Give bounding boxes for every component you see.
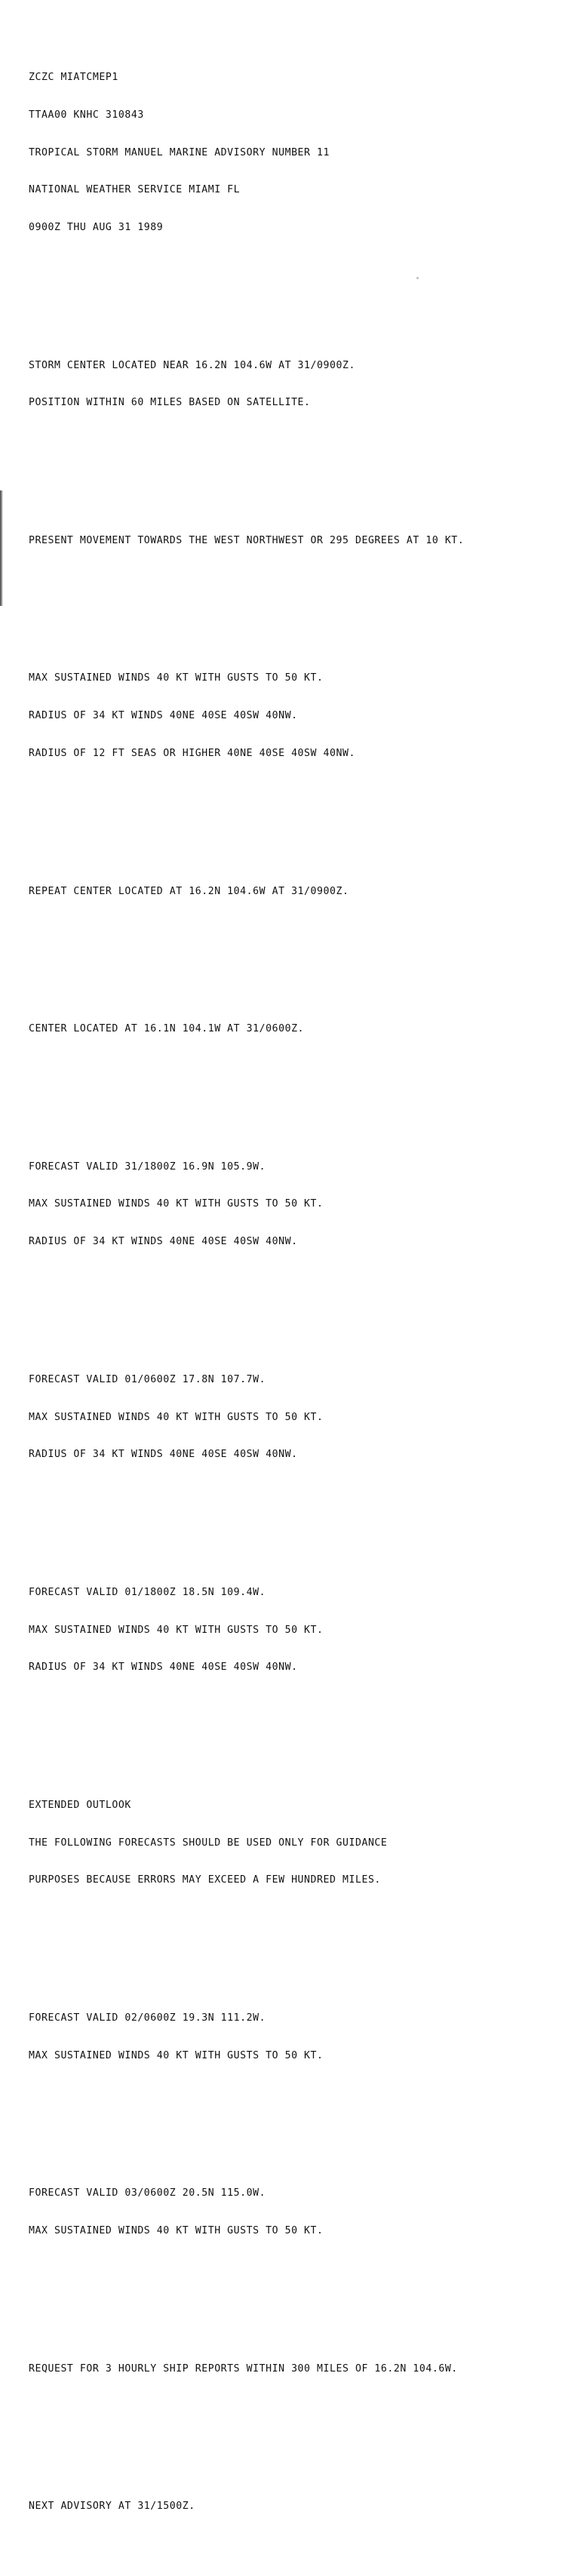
forecast-line: MAX SUSTAINED WINDS 40 KT WITH GUSTS TO 50 KT. xyxy=(29,1624,324,1636)
forecast-line: FORECAST VALID 01/0600Z 17.8N 107.7W. xyxy=(29,1373,266,1385)
forecast-block-3 xyxy=(29,1562,464,1700)
forecast-block-2 xyxy=(29,1349,464,1487)
spacer xyxy=(29,1299,464,1311)
winds-line: RADIUS OF 34 KT WINDS 40NE 40SE 40SW 40NW. xyxy=(29,710,298,722)
next-advisory-block xyxy=(29,2476,464,2538)
forecast-line: FORECAST VALID 03/0600Z 20.5N 115.0W. xyxy=(29,2187,266,2199)
spacer xyxy=(29,1511,464,1524)
forecast-line: FORECAST VALID 02/0600Z 19.3N 111.2W. xyxy=(29,2012,266,2024)
forecast-block-1 xyxy=(29,1136,464,1274)
spacer xyxy=(29,948,464,961)
movement-line: PRESENT MOVEMENT TOWARDS THE WEST NORTHWEST OR 295 DEGREES AT 10 KT. xyxy=(29,534,465,546)
spacer xyxy=(29,810,464,823)
previous-center-block xyxy=(29,998,464,1061)
winds-block xyxy=(29,647,464,785)
spacer xyxy=(29,1086,464,1099)
header-line: ZCZC MIATCMEP1 xyxy=(29,71,118,83)
spacer xyxy=(29,2113,464,2126)
extended-outlook-line: THE FOLLOWING FORECASTS SHOULD BE USED ONLY FOR GUIDANCE xyxy=(29,1837,388,1849)
storm-center-line: POSITION WITHIN 60 MILES BASED ON SATELLITE. xyxy=(29,397,311,409)
spacer xyxy=(29,2288,464,2301)
header-block xyxy=(29,47,464,260)
ship-request-line: REQUEST FOR 3 HOURLY SHIP REPORTS WITHIN 300 MILES OF 16.2N 104.6W. xyxy=(29,2362,458,2375)
forecast-line: MAX SUSTAINED WINDS 40 KT WITH GUSTS TO 50 KT. xyxy=(29,2225,324,2237)
spacer xyxy=(29,2426,464,2439)
forecast-line: MAX SUSTAINED WINDS 40 KT WITH GUSTS TO 50 KT. xyxy=(29,2049,324,2061)
extended-outlook-block xyxy=(29,1775,464,1913)
previous-center-line: CENTER LOCATED AT 16.1N 104.1W AT 31/0600Z. xyxy=(29,1023,305,1035)
winds-line: MAX SUSTAINED WINDS 40 KT WITH GUSTS TO 50 KT. xyxy=(29,672,324,684)
header-line: TROPICAL STORM MANUEL MARINE ADVISORY NUMBER 11 xyxy=(29,146,330,158)
spacer xyxy=(29,598,464,610)
spacer xyxy=(29,1724,464,1737)
winds-line: RADIUS OF 12 FT SEAS OR HIGHER 40NE 40SE 40SW 40NW. xyxy=(29,748,355,760)
spacer xyxy=(29,284,464,297)
extended-outlook-line: PURPOSES BECAUSE ERRORS MAY EXCEED A FEW HUNDRED MILES. xyxy=(29,1874,381,1886)
forecast-line: RADIUS OF 34 KT WINDS 40NE 40SE 40SW 40NW. xyxy=(29,1449,298,1461)
movement-block xyxy=(29,510,464,573)
forecast-block-4 xyxy=(29,1987,464,2088)
forecast-line: MAX SUSTAINED WINDS 40 KT WITH GUSTS TO 50 KT. xyxy=(29,1411,324,1423)
advisory-text xyxy=(29,9,464,2576)
scan-edge-shadow xyxy=(0,490,3,606)
extended-outlook-line: EXTENDED OUTLOOK xyxy=(29,1799,131,1811)
forecast-line: RADIUS OF 34 KT WINDS 40NE 40SE 40SW 40NW. xyxy=(29,1236,298,1248)
storm-center-block xyxy=(29,334,464,435)
spacer xyxy=(29,460,464,472)
header-line: TTAA00 KNHC 310843 xyxy=(29,109,144,121)
forecast-line: FORECAST VALID 01/1800Z 18.5N 109.4W. xyxy=(29,1586,266,1598)
forecast-line: RADIUS OF 34 KT WINDS 40NE 40SE 40SW 40NW. xyxy=(29,1661,298,1674)
ship-request-block xyxy=(29,2338,464,2400)
repeat-center-line: REPEAT CENTER LOCATED AT 16.2N 104.6W AT 31/0900Z. xyxy=(29,885,349,897)
forecast-line: MAX SUSTAINED WINDS 40 KT WITH GUSTS TO 50 KT. xyxy=(29,1198,324,1210)
header-line: NATIONAL WEATHER SERVICE MIAMI FL xyxy=(29,184,241,196)
repeat-center-block xyxy=(29,860,464,923)
forecast-block-5 xyxy=(29,2163,464,2263)
next-advisory-line: NEXT ADVISORY AT 31/1500Z. xyxy=(29,2501,195,2513)
forecast-line: FORECAST VALID 31/1800Z 16.9N 105.9W. xyxy=(29,1160,266,1173)
header-line: 0900Z THU AUG 31 1989 xyxy=(29,222,164,234)
storm-center-line: STORM CENTER LOCATED NEAR 16.2N 104.6W AT 31/0900Z. xyxy=(29,359,355,371)
spacer xyxy=(29,1937,464,1950)
